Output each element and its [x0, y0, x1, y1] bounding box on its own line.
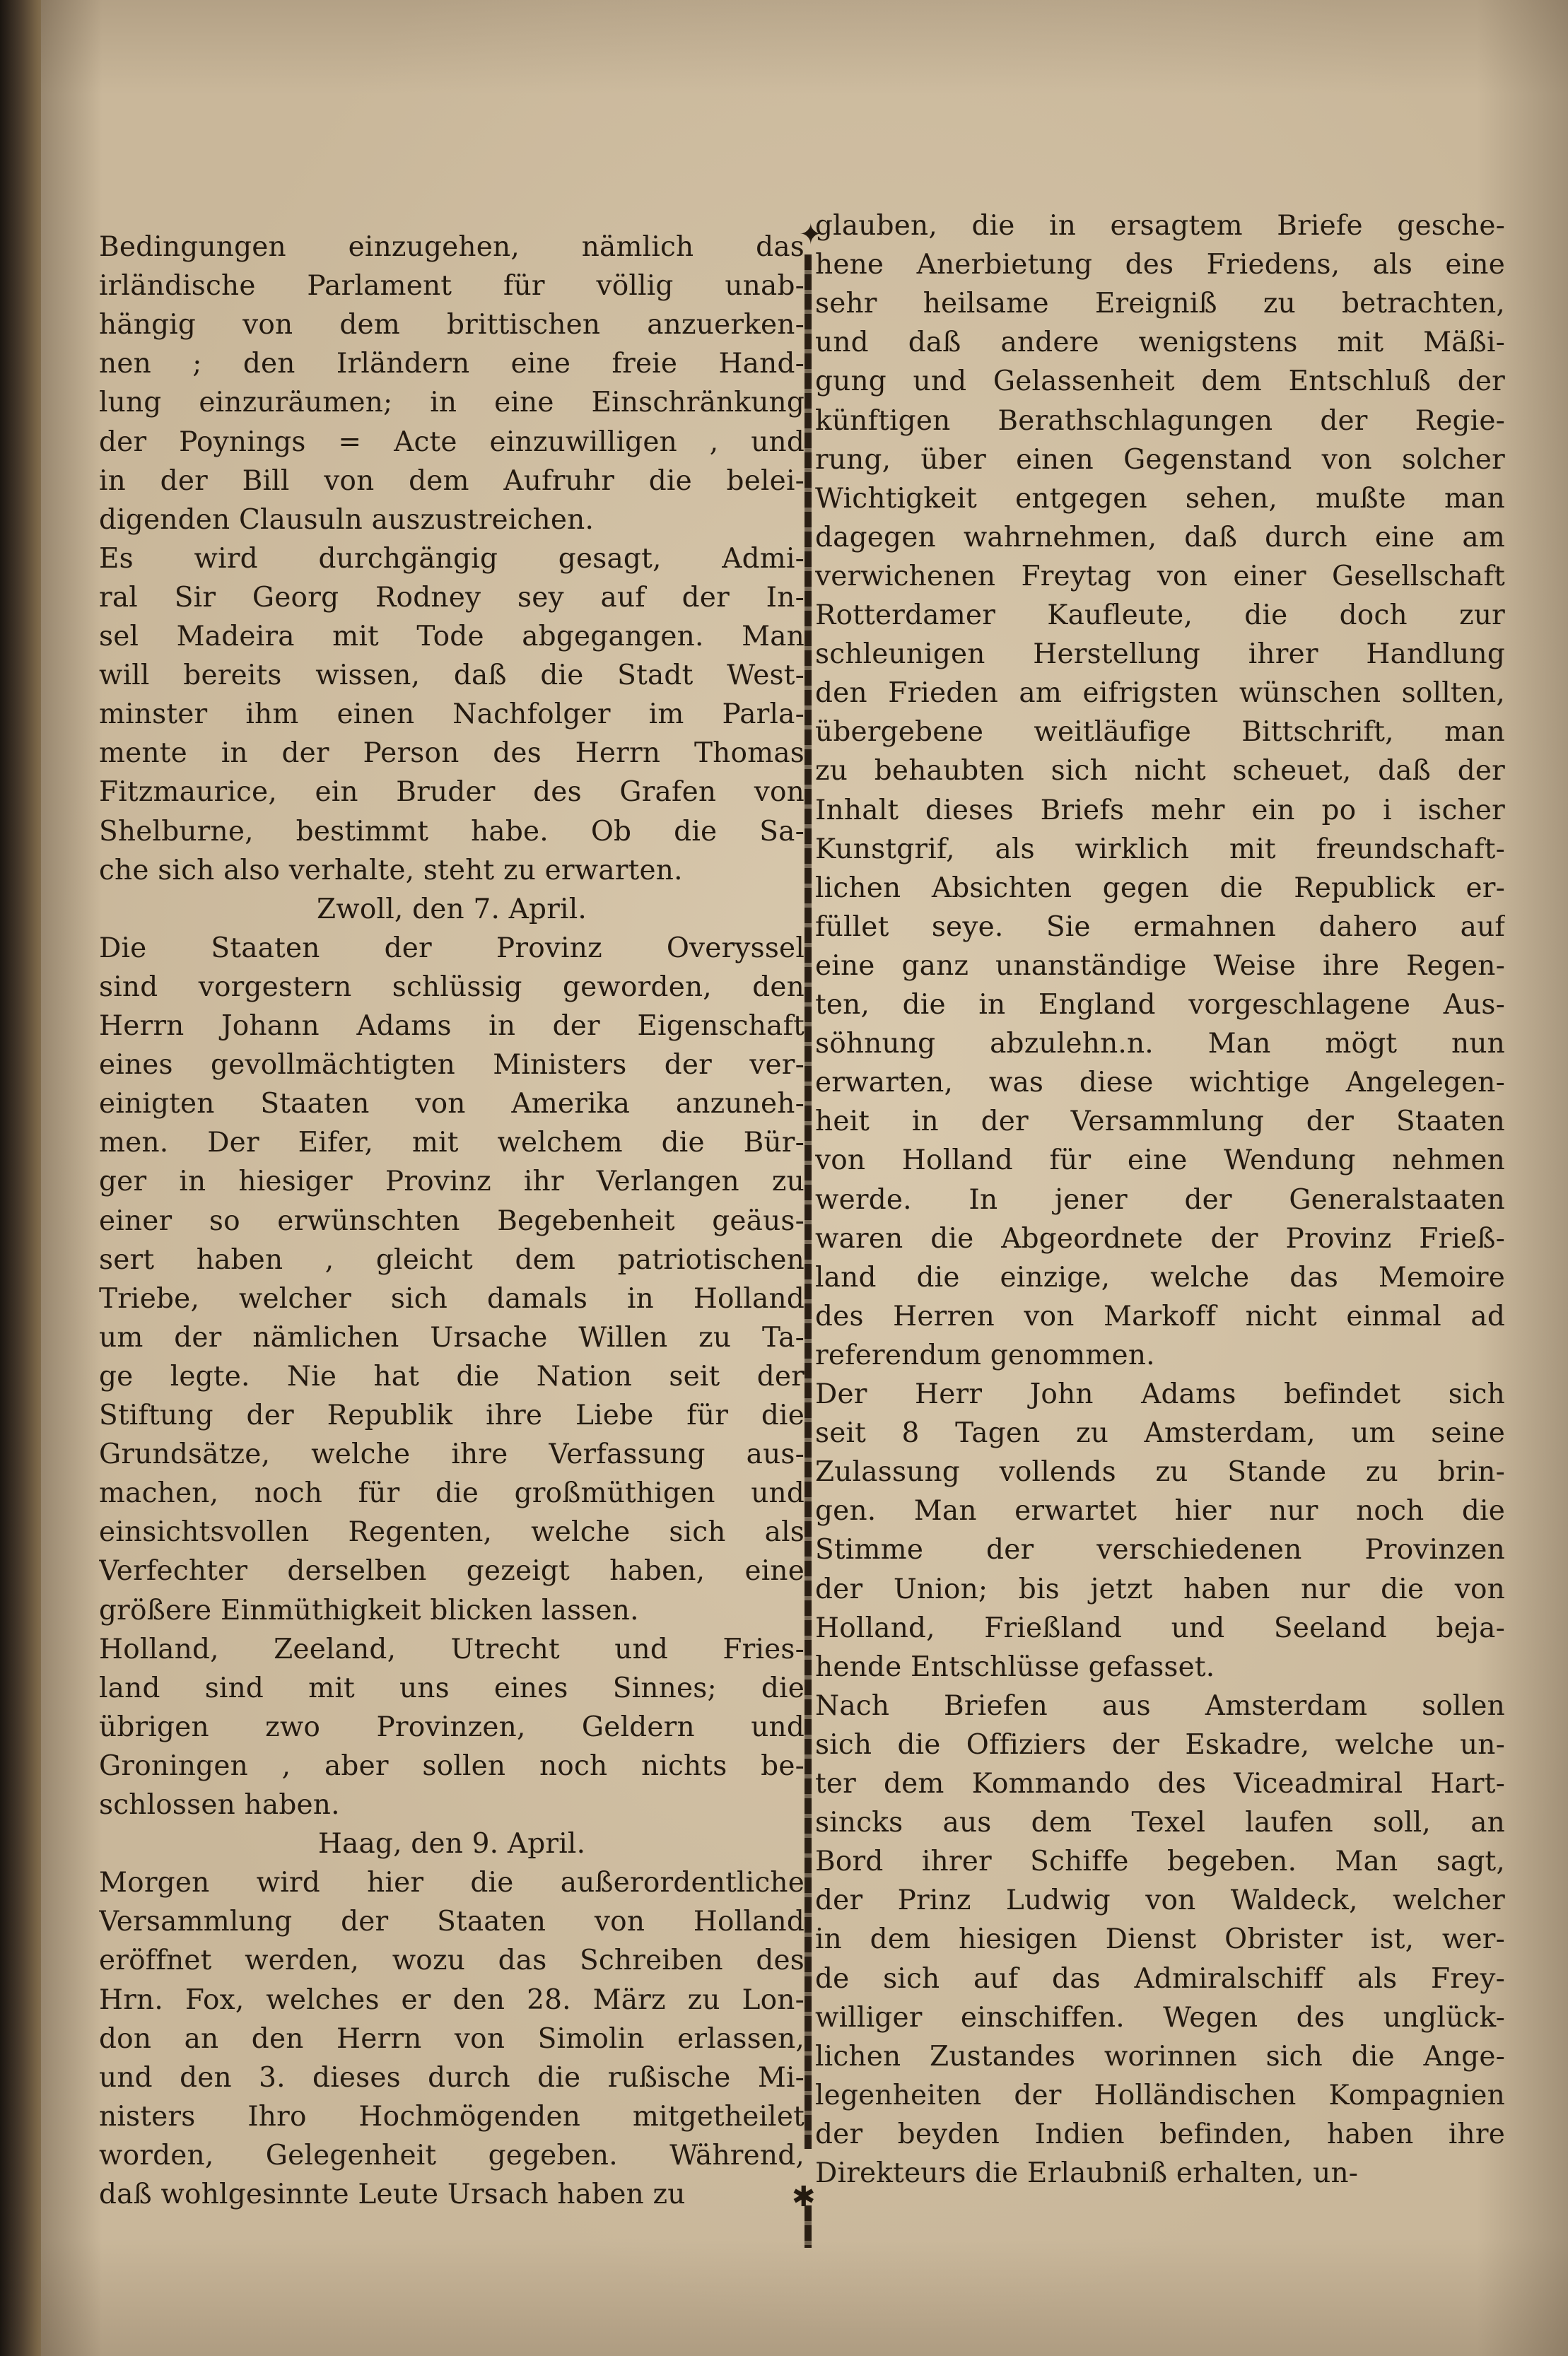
- text-line: will bereits wissen, daß die Stadt West-: [99, 660, 805, 692]
- text-line: mente in der Person des Herrn Thomas: [99, 737, 805, 770]
- text-line: hende Entschlüsse gefasset.: [815, 1651, 1215, 1683]
- text-line: und den 3. dieses durch die rußische Mi-: [99, 2061, 805, 2094]
- text-line: gen. Man erwartet hier nur noch die: [815, 1495, 1505, 1528]
- text-line: land sind mit uns eines Sinnes; die: [99, 1672, 805, 1704]
- text-line: machen, noch für die großmüthigen und: [99, 1477, 805, 1510]
- text-line: rung, über einen Gegenstand von solcher: [815, 443, 1505, 476]
- text-line: Zwoll, den 7. April.: [317, 893, 587, 925]
- text-line: in dem hiesigen Dienst Obrister ist, wer-: [815, 1923, 1505, 1956]
- text-line: sehr heilsame Ereigniß zu betrachten,: [815, 288, 1505, 320]
- text-line: eine ganz unanständige Weise ihre Regen-: [815, 949, 1505, 982]
- text-line: Holland, Frießland und Seeland beja-: [815, 1612, 1505, 1644]
- text-line: Bedingungen einzugehen, nämlich das: [99, 231, 805, 263]
- text-line: lichen Absichten gegen die Republick er-: [815, 872, 1505, 904]
- text-line: der beyden Indien befinden, haben ihre: [815, 2118, 1505, 2150]
- column-rule: [805, 254, 812, 2149]
- text-line: von Holland für eine Wendung nehmen: [815, 1144, 1505, 1177]
- text-line: Groningen , aber sollen noch nichts be-: [99, 1750, 805, 1782]
- text-line: sich die Offiziers der Eskadre, welche un-: [815, 1728, 1505, 1761]
- text-line: digenden Clausuln auszustreichen.: [99, 503, 595, 536]
- text-line: ral Sir Georg Rodney sey auf der In-: [99, 581, 805, 614]
- text-line: Zulassung vollends zu Stande zu brin-: [815, 1456, 1505, 1489]
- text-line: Bord ihrer Schiffe begeben. Man sagt,: [815, 1846, 1505, 1878]
- text-line: men. Der Eifer, mit welchem die Bür-: [99, 1127, 805, 1159]
- text-line: hene Anerbietung des Friedens, als eine: [815, 249, 1505, 281]
- text-line: in der Bill von dem Aufruhr die belei-: [99, 464, 805, 497]
- text-line: seit 8 Tagen zu Amsterdam, um seine: [815, 1417, 1505, 1450]
- newspaper-page: [41, 0, 1568, 2356]
- text-line: der Union; bis jetzt haben nur die von: [815, 1573, 1505, 1605]
- text-line: schlossen haben.: [99, 1789, 340, 1821]
- text-line: Direkteurs die Erlaubniß erhalten, un-: [815, 2157, 1359, 2189]
- ornament-mark-bottom: ✱: [792, 2181, 816, 2213]
- text-line: worden, Gelegenheit gegeben. Während,: [99, 2139, 805, 2172]
- text-line: Die Staaten der Provinz Overyssel: [99, 932, 805, 964]
- text-line: legenheiten der Holländischen Kompagnien: [815, 2079, 1505, 2111]
- text-line: Verfechter derselben gezeigt haben, eine: [99, 1555, 805, 1588]
- text-line: williger einschiffen. Wegen des unglück-: [815, 2001, 1505, 2034]
- text-line: ter dem Kommando des Viceadmiral Hart-: [815, 1768, 1505, 1800]
- text-line: gung und Gelassenheit dem Entschluß der: [815, 365, 1505, 398]
- text-line: irländische Parlament für völlig unab-: [99, 270, 805, 303]
- text-line: Hrn. Fox, welches er den 28. März zu Lon-: [99, 1983, 805, 2016]
- text-line: referendum genommen.: [815, 1339, 1155, 1371]
- text-line: einsichtsvollen Regenten, welche sich als: [99, 1516, 805, 1549]
- text-line: Inhalt dieses Briefs mehr ein po i ischer: [815, 794, 1505, 826]
- text-line: heit in der Versammlung der Staaten: [815, 1106, 1505, 1138]
- text-line: und daß andere wenigstens mit Mäßi-: [815, 327, 1505, 359]
- text-line: übergebene weitläufige Bittschrift, man: [815, 716, 1505, 749]
- text-line: Stiftung der Republik ihre Liebe für die: [99, 1400, 805, 1431]
- text-line: werde. In jener der Generalstaaten: [815, 1183, 1505, 1216]
- text-line: Nach Briefen aus Amsterdam sollen: [815, 1689, 1505, 1722]
- text-line: größere Einmüthigkeit blicken lassen.: [99, 1594, 639, 1627]
- ornament-mark-top: ✦: [799, 218, 823, 251]
- text-line: Holland, Zeeland, Utrecht und Fries-: [99, 1633, 805, 1665]
- text-line: Versammlung der Staaten von Holland: [99, 1906, 805, 1938]
- text-line: ge legte. Nie hat die Nation seit der: [99, 1360, 805, 1393]
- text-line: sel Madeira mit Tode abgegangen. Man: [99, 621, 805, 652]
- text-line: Es wird durchgängig gesagt, Admi-: [99, 542, 805, 575]
- text-line: Shelburne, bestimmt habe. Ob die Sa-: [99, 815, 805, 848]
- text-line: füllet seye. Sie ermahnen dahero auf: [815, 910, 1505, 943]
- text-line: nisters Ihro Hochmögenden mitgetheilet: [99, 2100, 805, 2133]
- text-line: nen ; den Irländern eine freie Hand-: [99, 348, 805, 380]
- text-line: sert haben , gleicht dem patriotischen: [99, 1243, 805, 1276]
- text-line: daß wohlgesinnte Leute Ursach haben zu: [99, 2179, 686, 2210]
- text-line: eines gevollmächtigten Ministers der ver-: [99, 1049, 805, 1082]
- text-line: übrigen zwo Provinzen, Geldern und: [99, 1711, 805, 1743]
- text-line: den Frieden am eifrigsten wünschen sollten,: [815, 677, 1505, 710]
- text-line: Wichtigkeit entgegen sehen, mußte man: [815, 482, 1505, 515]
- text-line: sind vorgestern schlüssig geworden, den: [99, 971, 805, 1003]
- text-line: don an den Herrn von Simolin erlassen,: [99, 2022, 805, 2055]
- text-line: eröffnet werden, wozu das Schreiben des: [99, 1945, 805, 1977]
- text-line: de sich auf das Admiralschiff als Frey-: [815, 1962, 1505, 1995]
- left-column: [99, 0, 805, 2356]
- text-line: lichen Zustandes worinnen sich die Ange-: [815, 2040, 1505, 2073]
- text-line: einigten Staaten von Amerika anzuneh-: [99, 1088, 805, 1120]
- text-line: Rotterdamer Kaufleute, die doch zur: [815, 599, 1505, 631]
- text-line: um der nämlichen Ursache Willen zu Ta-: [99, 1321, 805, 1354]
- text-line: Haag, den 9. April.: [317, 1828, 586, 1860]
- text-line: der Poynings = Acte einzuwilligen , und: [99, 426, 805, 458]
- text-line: Grundsätze, welche ihre Verfassung aus-: [99, 1438, 805, 1471]
- text-line: söhnung abzulehn.n. Man mögt nun: [815, 1028, 1505, 1060]
- text-line: der Prinz Ludwig von Waldeck, welcher: [815, 1885, 1505, 1917]
- text-line: ten, die in England vorgeschlagene Aus-: [815, 989, 1505, 1021]
- text-line: erwarten, was diese wichtige Angelegen-: [815, 1067, 1505, 1099]
- text-line: Kunstgrif, als wirklich mit freundschaft-: [815, 833, 1505, 865]
- text-line: Herrn Johann Adams in der Eigenschaft: [99, 1010, 805, 1042]
- text-line: Morgen wird hier die außerordentliche: [99, 1867, 805, 1899]
- text-line: ger in hiesiger Provinz ihr Verlangen zu: [99, 1166, 805, 1198]
- text-line: glauben, die in ersagtem Briefe gesche-: [815, 210, 1505, 242]
- text-line: künftigen Berathschlagungen der Regie-: [815, 404, 1505, 437]
- text-line: waren die Abgeordnete der Provinz Frieß-: [815, 1222, 1505, 1255]
- right-column: [815, 0, 1505, 2356]
- text-line: hängig von dem brittischen anzuerken-: [99, 309, 805, 341]
- text-line: sincks aus dem Texel laufen soll, an: [815, 1807, 1505, 1839]
- text-line: verwichenen Freytag von einer Gesellschaft: [815, 560, 1505, 592]
- text-line: dagegen wahrnehmen, daß durch eine am: [815, 521, 1505, 553]
- text-line: Stimme der verschiedenen Provinzen: [815, 1534, 1505, 1566]
- text-line: Triebe, welcher sich damals in Holland: [99, 1282, 805, 1315]
- text-line: des Herren von Markoff nicht einmal ad: [815, 1300, 1505, 1332]
- text-line: schleunigen Herstellung ihrer Handlung: [815, 638, 1505, 671]
- text-line: lung einzuräumen; in eine Einschränkung: [99, 387, 805, 419]
- text-line: land die einzige, welche das Memoire: [815, 1261, 1505, 1294]
- text-line: Der Herr John Adams befindet sich: [815, 1378, 1505, 1410]
- text-line: Fitzmaurice, ein Bruder des Grafen von: [99, 776, 805, 809]
- text-line: minster ihm einen Nachfolger im Parla-: [99, 698, 805, 731]
- text-line: zu behaubten sich nicht scheuet, daß der: [815, 755, 1505, 787]
- text-line: einer so erwünschten Begebenheit geäus-: [99, 1205, 805, 1237]
- text-line: che sich also verhalte, steht zu erwarten.: [99, 854, 683, 886]
